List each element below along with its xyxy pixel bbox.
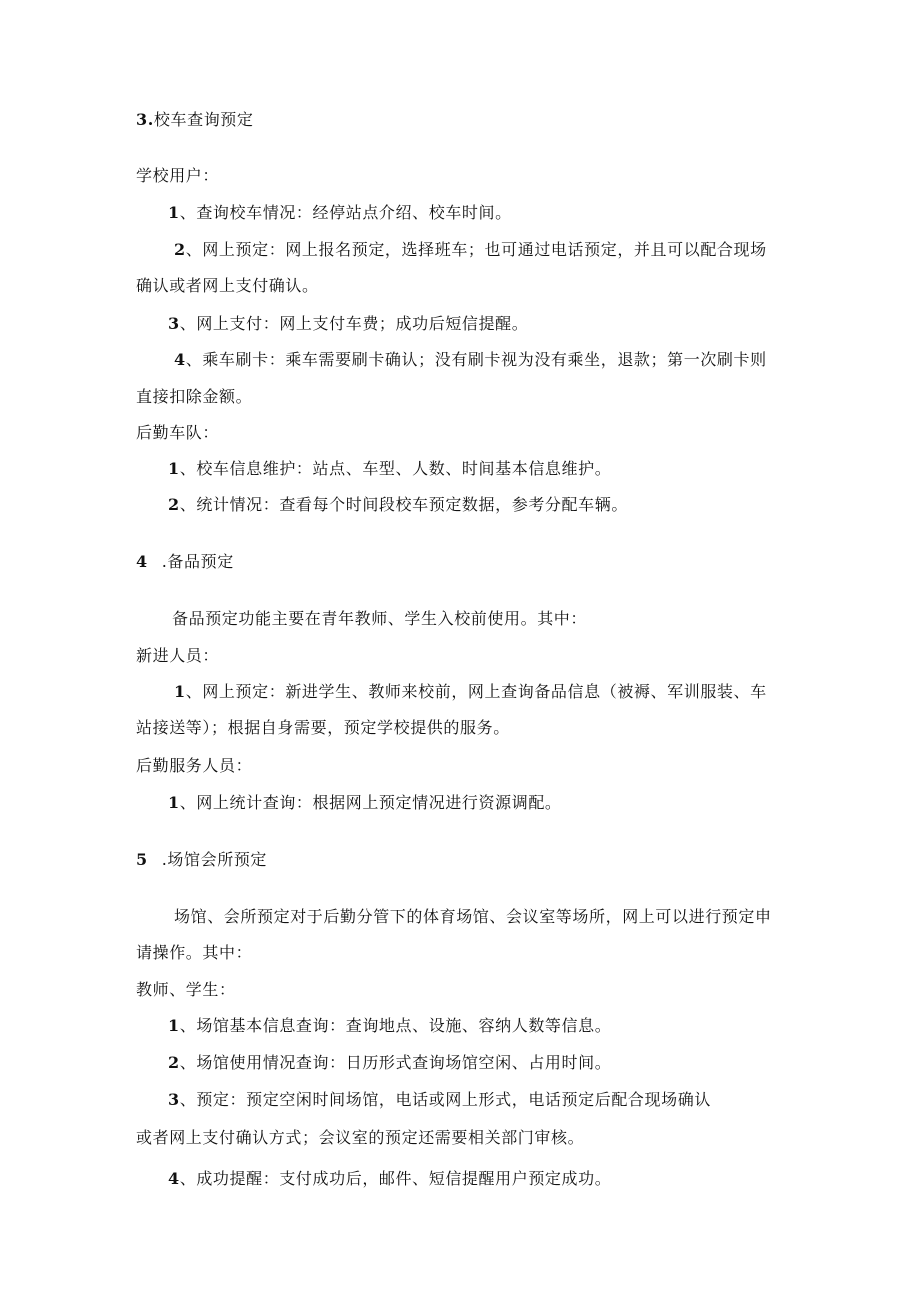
section-4-heading bbox=[136, 552, 234, 572]
list-item-continuation: 或者网上支付确认方式；会议室的预定还需要相关部门审核。 bbox=[136, 1128, 585, 1147]
group-label-teachers-students: 教师、学生： bbox=[136, 980, 236, 999]
section-5-title: .场馆会所预定 bbox=[161, 850, 268, 869]
group-label-logistics-fleet: 后勤车队： bbox=[136, 423, 220, 442]
group-label-logistics-staff: 后勤服务人员： bbox=[136, 756, 253, 775]
list-item-continuation: 确认或者网上支付确认。 bbox=[136, 276, 319, 295]
section-4-title: .备品预定 bbox=[161, 552, 234, 571]
section-4-number: 4 bbox=[136, 552, 148, 571]
list-item: 3、预定：预定空闲时间场馆，电话或网上形式，电话预定后配合现场确认 bbox=[168, 1090, 711, 1109]
section-3-title: 校车查询预定 bbox=[153, 110, 254, 129]
list-item-continuation: 站接送等）；根据自身需要，预定学校提供的服务。 bbox=[136, 718, 510, 737]
section-5-number: 5 bbox=[136, 850, 148, 869]
list-item: 2、统计情况：查看每个时间段校车预定数据，参考分配车辆。 bbox=[168, 495, 628, 514]
list-item: 1、网上预定：新进学生、教师来校前，网上查询备品信息（被褥、军训服装、车 bbox=[174, 682, 767, 701]
list-item: 1、查询校车情况：经停站点介绍、校车时间。 bbox=[168, 203, 512, 222]
list-item: 4、乘车刷卡：乘车需要刷卡确认；没有刷卡视为没有乘坐，退款；第一次刷卡则 bbox=[174, 350, 767, 369]
list-item: 1、网上统计查询：根据网上预定情况进行资源调配。 bbox=[168, 793, 562, 812]
section-3-heading bbox=[136, 110, 254, 130]
list-item: 2、场馆使用情况查询：日历形式查询场馆空闲、占用时间。 bbox=[168, 1053, 612, 1072]
list-item: 1、场馆基本信息查询：查询地点、设施、容纳人数等信息。 bbox=[168, 1016, 612, 1035]
section-5-heading bbox=[136, 850, 267, 870]
section-4-intro: 备品预定功能主要在青年教师、学生入校前使用。其中： bbox=[172, 609, 588, 628]
group-label-new-staff: 新进人员： bbox=[136, 646, 220, 665]
section-3-number: 3. bbox=[136, 110, 154, 129]
list-item: 1、校车信息维护：站点、车型、人数、时间基本信息维护。 bbox=[168, 459, 612, 478]
group-label-school-users: 学校用户： bbox=[136, 166, 220, 185]
list-item: 3、网上支付：网上支付车费；成功后短信提醒。 bbox=[168, 314, 529, 333]
section-5-intro: 场馆、会所预定对于后勤分管下的体育场馆、会议室等场所，网上可以进行预定申 bbox=[174, 907, 772, 926]
section-5-intro-continuation: 请操作。其中： bbox=[136, 943, 253, 962]
list-item: 4、成功提醒：支付成功后，邮件、短信提醒用户预定成功。 bbox=[168, 1169, 612, 1188]
list-item: 2、网上预定：网上报名预定，选择班车；也可通过电话预定，并且可以配合现场 bbox=[174, 240, 767, 259]
list-item-continuation: 直接扣除金额。 bbox=[136, 387, 253, 406]
